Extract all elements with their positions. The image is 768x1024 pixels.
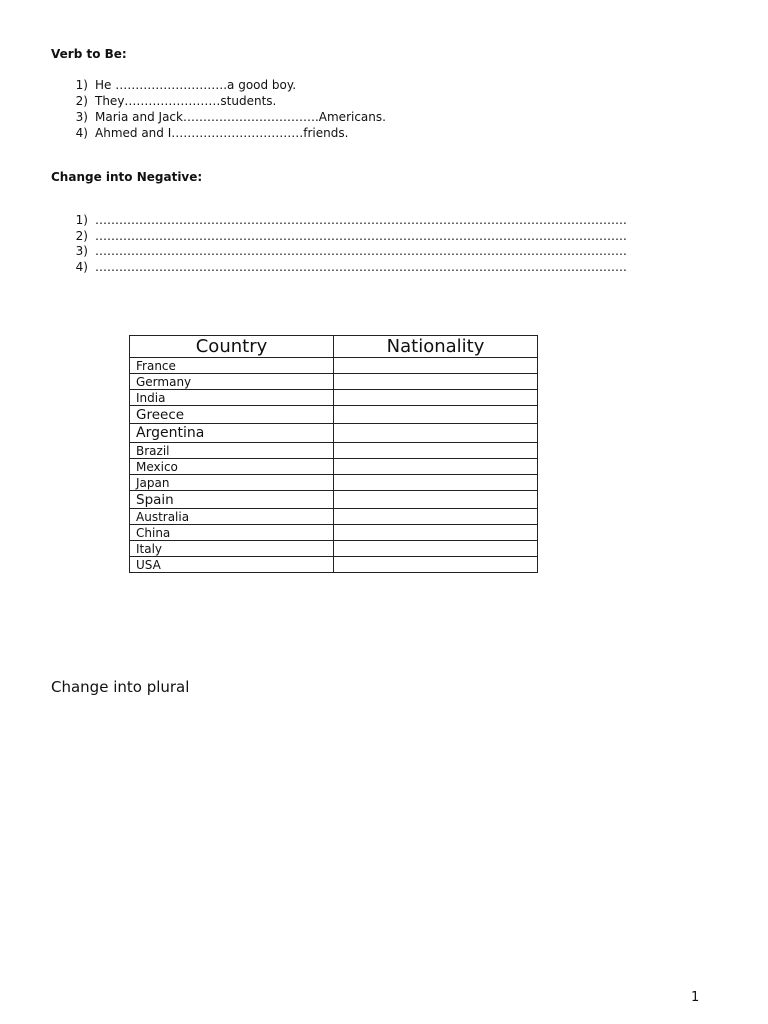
dotted-answer-line: …………………………………………………………………………………………………………………….	[95, 228, 627, 243]
item-number: 1)	[75, 213, 88, 227]
country-cell: Argentina	[130, 424, 334, 443]
nationality-cell[interactable]	[334, 509, 538, 525]
table-row	[130, 525, 538, 541]
table-row	[130, 374, 538, 390]
nationality-cell[interactable]	[334, 374, 538, 390]
table-row	[130, 491, 538, 509]
table-row	[130, 443, 538, 459]
country-cell: Japan	[130, 475, 334, 491]
table-row	[130, 557, 538, 573]
country-cell: Germany	[130, 374, 334, 390]
table-row	[130, 541, 538, 557]
country-cell: China	[130, 525, 334, 541]
list-item	[68, 109, 468, 125]
negative-heading: Change into Negative:	[51, 170, 203, 184]
item-text: Maria and Jack…………………………….Americans.	[95, 110, 386, 124]
country-cell: Brazil	[130, 443, 334, 459]
list-item	[68, 77, 468, 93]
country-cell: Italy	[130, 541, 334, 557]
nationality-cell[interactable]	[334, 459, 538, 475]
nationality-cell[interactable]	[334, 406, 538, 424]
nationality-cell[interactable]	[334, 390, 538, 406]
column-header-country: Country	[130, 336, 334, 358]
table-row	[130, 424, 538, 443]
table-row	[130, 509, 538, 525]
list-item	[68, 228, 627, 245]
negative-list	[68, 213, 627, 275]
country-cell: India	[130, 390, 334, 406]
item-number: 3)	[75, 110, 88, 124]
list-item	[68, 244, 627, 260]
item-number: 4)	[75, 126, 88, 140]
nationality-cell[interactable]	[334, 358, 538, 374]
dotted-answer-line: …………………………………………………………………………………………………………………….	[95, 259, 627, 274]
item-number: 2)	[75, 94, 88, 108]
table-row	[130, 475, 538, 491]
list-item	[68, 93, 468, 109]
nationality-cell[interactable]	[334, 443, 538, 459]
verb-to-be-list	[68, 77, 468, 141]
nationality-cell[interactable]	[334, 424, 538, 443]
table-header-row	[130, 336, 538, 358]
dotted-answer-line: …………………………………………………………………………………………………………………….	[95, 213, 627, 227]
nationality-cell[interactable]	[334, 491, 538, 509]
item-number: 1)	[75, 78, 88, 92]
table-row	[130, 358, 538, 374]
nationality-cell[interactable]	[334, 475, 538, 491]
country-cell: Spain	[130, 491, 334, 509]
country-cell: USA	[130, 557, 334, 573]
item-text: He ……………………….a good boy.	[95, 78, 297, 92]
nationality-cell[interactable]	[334, 541, 538, 557]
table-row	[130, 390, 538, 406]
item-number: 4)	[75, 259, 88, 274]
item-text: They……………………students.	[95, 94, 277, 108]
country-cell: Greece	[130, 406, 334, 424]
item-text: Ahmed and I……………………………friends.	[95, 126, 349, 140]
item-number: 3)	[75, 244, 88, 258]
dotted-answer-line: …………………………………………………………………………………………………………………….	[95, 244, 627, 258]
page-number: 1	[691, 990, 700, 1005]
table-row	[130, 406, 538, 424]
column-header-nationality: Nationality	[334, 336, 538, 358]
list-item	[68, 259, 627, 276]
country-cell: Australia	[130, 509, 334, 525]
country-cell: France	[130, 358, 334, 374]
nationality-cell[interactable]	[334, 525, 538, 541]
verb-to-be-heading: Verb to Be:	[51, 47, 127, 61]
list-item	[68, 213, 627, 229]
table-row	[130, 459, 538, 475]
plural-heading: Change into plural	[51, 678, 190, 696]
country-nationality-table	[129, 335, 538, 573]
nationality-cell[interactable]	[334, 557, 538, 573]
country-cell: Mexico	[130, 459, 334, 475]
list-item	[68, 125, 468, 141]
item-number: 2)	[75, 228, 88, 243]
